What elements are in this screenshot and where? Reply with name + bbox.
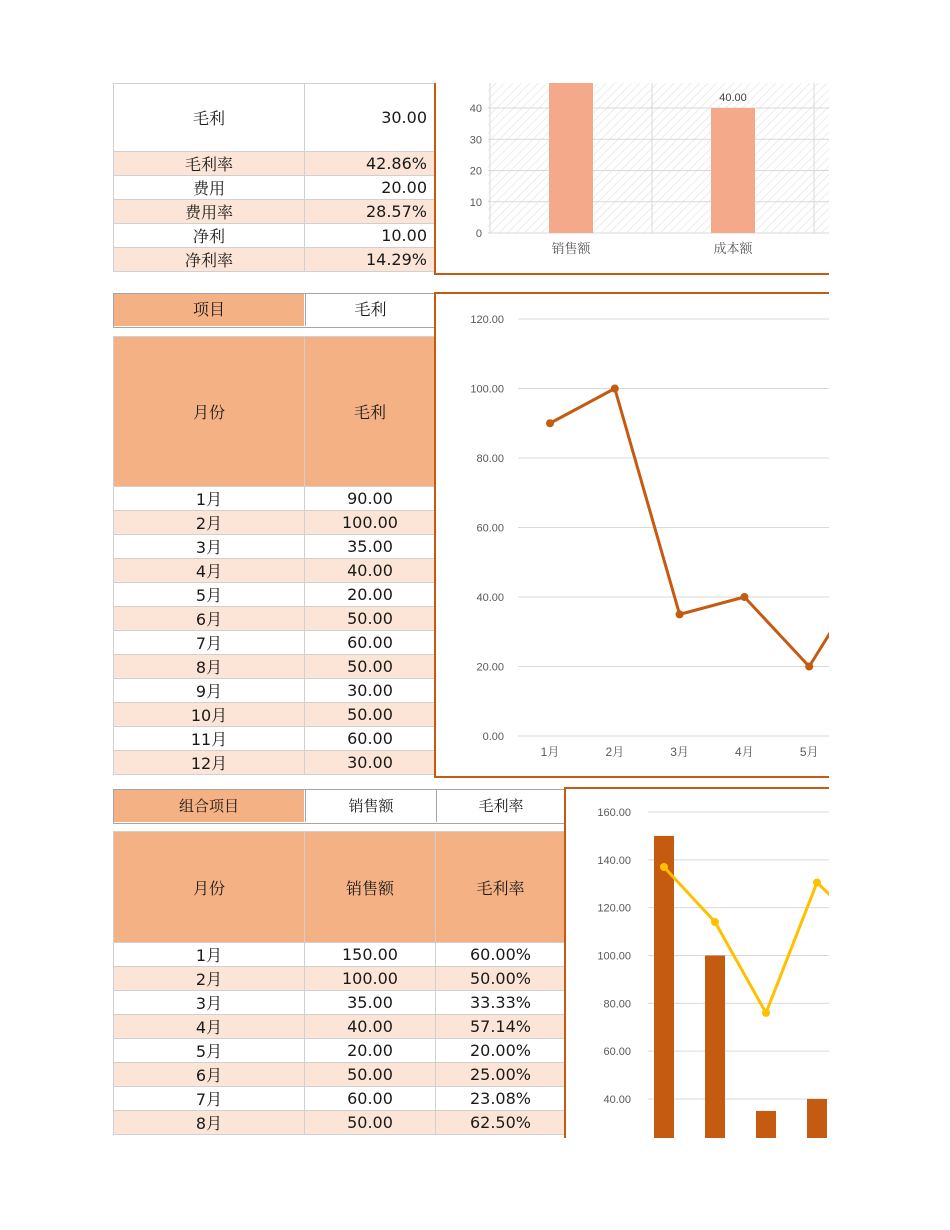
month-cell: 5月 [114,583,305,607]
y-tick-label: 40 [469,103,482,115]
rate-cell: 50.00% [436,967,566,991]
bar [549,83,593,233]
y-tick-label: 140.00 [597,854,631,867]
table-row [114,535,436,559]
rate-cell: 57.14% [436,1015,566,1039]
sales-cell: 100.00 [305,967,436,991]
data-label: 40.00 [719,92,747,104]
month-cell: 8月 [114,1111,305,1135]
column-header: 月份 [114,832,305,943]
data-point [660,863,668,871]
rate-cell: 60.00% [436,943,566,967]
month-cell: 12月 [114,751,305,775]
monthly-table [113,336,436,775]
month-cell: 7月 [114,631,305,655]
y-tick-label: 100.00 [597,950,631,963]
x-tick-label: 4月 [735,745,754,759]
y-tick-label: 0 [475,228,482,240]
y-tick-label: 120.00 [470,314,504,326]
month-cell: 9月 [114,679,305,703]
y-tick-label: 80.00 [603,998,631,1011]
rate-line [664,867,829,1013]
summary-label: 净利 [114,224,305,248]
plot-area [488,83,829,233]
value-cell: 30.00 [305,751,436,775]
value-cell: 30.00 [305,679,436,703]
combo-header-row [114,832,566,943]
summary-row [114,224,436,248]
sales-cell: 40.00 [305,1015,436,1039]
month-cell: 4月 [114,559,305,583]
table-row [114,727,436,751]
x-tick-label: 2月 [605,745,625,759]
table-row [114,559,436,583]
x-tick-label: 1月 [540,745,560,759]
y-tick-label: 20 [469,165,482,178]
data-point [676,610,684,618]
bar [711,108,755,233]
data-point [805,663,813,671]
table-row [114,655,436,679]
bar [654,836,674,1138]
combo-table [113,831,566,1135]
month-cell: 1月 [114,943,305,967]
summary-table [113,83,436,272]
table-row [114,703,436,727]
summary-row [114,84,436,152]
value-cell: 60.00 [305,631,436,655]
summary-value: 20.00 [305,176,436,200]
table-row [114,583,436,607]
table-row [114,943,566,967]
bar [756,1111,776,1138]
column-header: 毛利 [305,337,436,487]
y-tick-label: 60.00 [603,1046,631,1059]
bar [807,1099,827,1138]
month-cell: 10月 [114,703,305,727]
month-cell: 11月 [114,727,305,751]
y-tick-label: 60.00 [476,522,504,535]
y-tick-label: 120.00 [597,902,631,915]
data-point [762,1009,770,1017]
y-tick-label: 160.00 [597,807,631,819]
rate-cell: 62.50% [436,1111,566,1135]
item-selector-value[interactable]: 毛利 [305,294,435,326]
value-cell: 50.00 [305,703,436,727]
table-row [114,751,436,775]
column-header: 毛利率 [436,832,566,943]
combo-selector-value-1[interactable]: 销售额 [305,790,436,822]
value-cell: 50.00 [305,607,436,631]
month-cell: 6月 [114,607,305,631]
rate-cell: 33.33% [436,991,566,1015]
value-cell: 35.00 [305,535,436,559]
sales-cell: 20.00 [305,1039,436,1063]
table-row [114,1015,566,1039]
combo-selector-label: 组合项目 [114,790,304,822]
data-point [813,879,821,887]
summary-label: 毛利率 [114,152,305,176]
value-cell: 100.00 [305,511,436,535]
column-header: 月份 [114,337,305,487]
x-tick-label: 销售额 [551,241,591,256]
month-cell: 7月 [114,1087,305,1111]
table-row [114,1111,566,1135]
combo-chart-panel [564,787,829,1138]
month-cell: 3月 [114,991,305,1015]
data-point [711,918,719,926]
y-tick-label: 30 [469,134,482,147]
table-row [114,607,436,631]
sales-cell: 60.00 [305,1087,436,1111]
month-cell: 6月 [114,1063,305,1087]
rate-cell: 20.00% [436,1039,566,1063]
bar-chart-panel [434,83,829,275]
y-tick-label: 40.00 [476,592,504,604]
sales-cell: 50.00 [305,1063,436,1087]
table-row [114,1087,566,1111]
monthly-header-row [114,337,436,487]
summary-row [114,248,436,272]
value-cell: 40.00 [305,559,436,583]
y-tick-label: 20.00 [476,661,504,674]
table-row [114,991,566,1015]
value-cell: 50.00 [305,655,436,679]
summary-label: 毛利 [114,84,305,152]
table-row [114,679,436,703]
table-row [114,1063,566,1087]
sales-cell: 35.00 [305,991,436,1015]
summary-value: 14.29% [305,248,436,272]
data-point [611,385,619,393]
month-cell: 4月 [114,1015,305,1039]
bar [705,956,725,1139]
y-tick-label: 100.00 [470,383,504,396]
month-cell: 2月 [114,967,305,991]
sales-cell: 50.00 [305,1111,436,1135]
table-row [114,487,436,511]
item-selector-label: 项目 [114,294,304,326]
sales-cell: 150.00 [305,943,436,967]
value-cell: 90.00 [305,487,436,511]
summary-row [114,200,436,224]
summary-label: 净利率 [114,248,305,272]
rate-cell: 23.08% [436,1087,566,1111]
y-tick-label: 10 [469,196,482,209]
value-cell: 60.00 [305,727,436,751]
summary-value: 10.00 [305,224,436,248]
month-cell: 3月 [114,535,305,559]
x-tick-label: 成本额 [713,241,753,256]
combo-bar-line-chart [566,789,829,1138]
table-row [114,967,566,991]
rate-cell: 25.00% [436,1063,566,1087]
summary-value: 28.57% [305,200,436,224]
summary-label: 费用率 [114,200,305,224]
y-tick-label: 0.00 [482,731,504,743]
month-cell: 2月 [114,511,305,535]
summary-row [114,152,436,176]
summary-label: 费用 [114,176,305,200]
data-point [546,419,554,427]
month-cell: 1月 [114,487,305,511]
month-cell: 5月 [114,1039,305,1063]
y-tick-label: 80.00 [476,453,504,465]
summary-value: 30.00 [305,84,436,152]
summary-value: 42.86% [305,152,436,176]
column-header: 销售额 [305,832,436,943]
cost-bar-chart [436,83,829,273]
value-cell: 20.00 [305,583,436,607]
monthly-line-chart [436,294,829,776]
table-row [114,511,436,535]
table-row [114,1039,566,1063]
month-cell: 8月 [114,655,305,679]
y-tick-label: 40.00 [603,1094,631,1106]
table-row [114,631,436,655]
summary-row [114,176,436,200]
line-chart-panel [434,292,829,778]
data-point [740,593,748,601]
x-tick-label: 3月 [670,745,689,759]
combo-selector-value-2[interactable]: 毛利率 [436,790,565,822]
x-tick-label: 5月 [799,745,819,759]
